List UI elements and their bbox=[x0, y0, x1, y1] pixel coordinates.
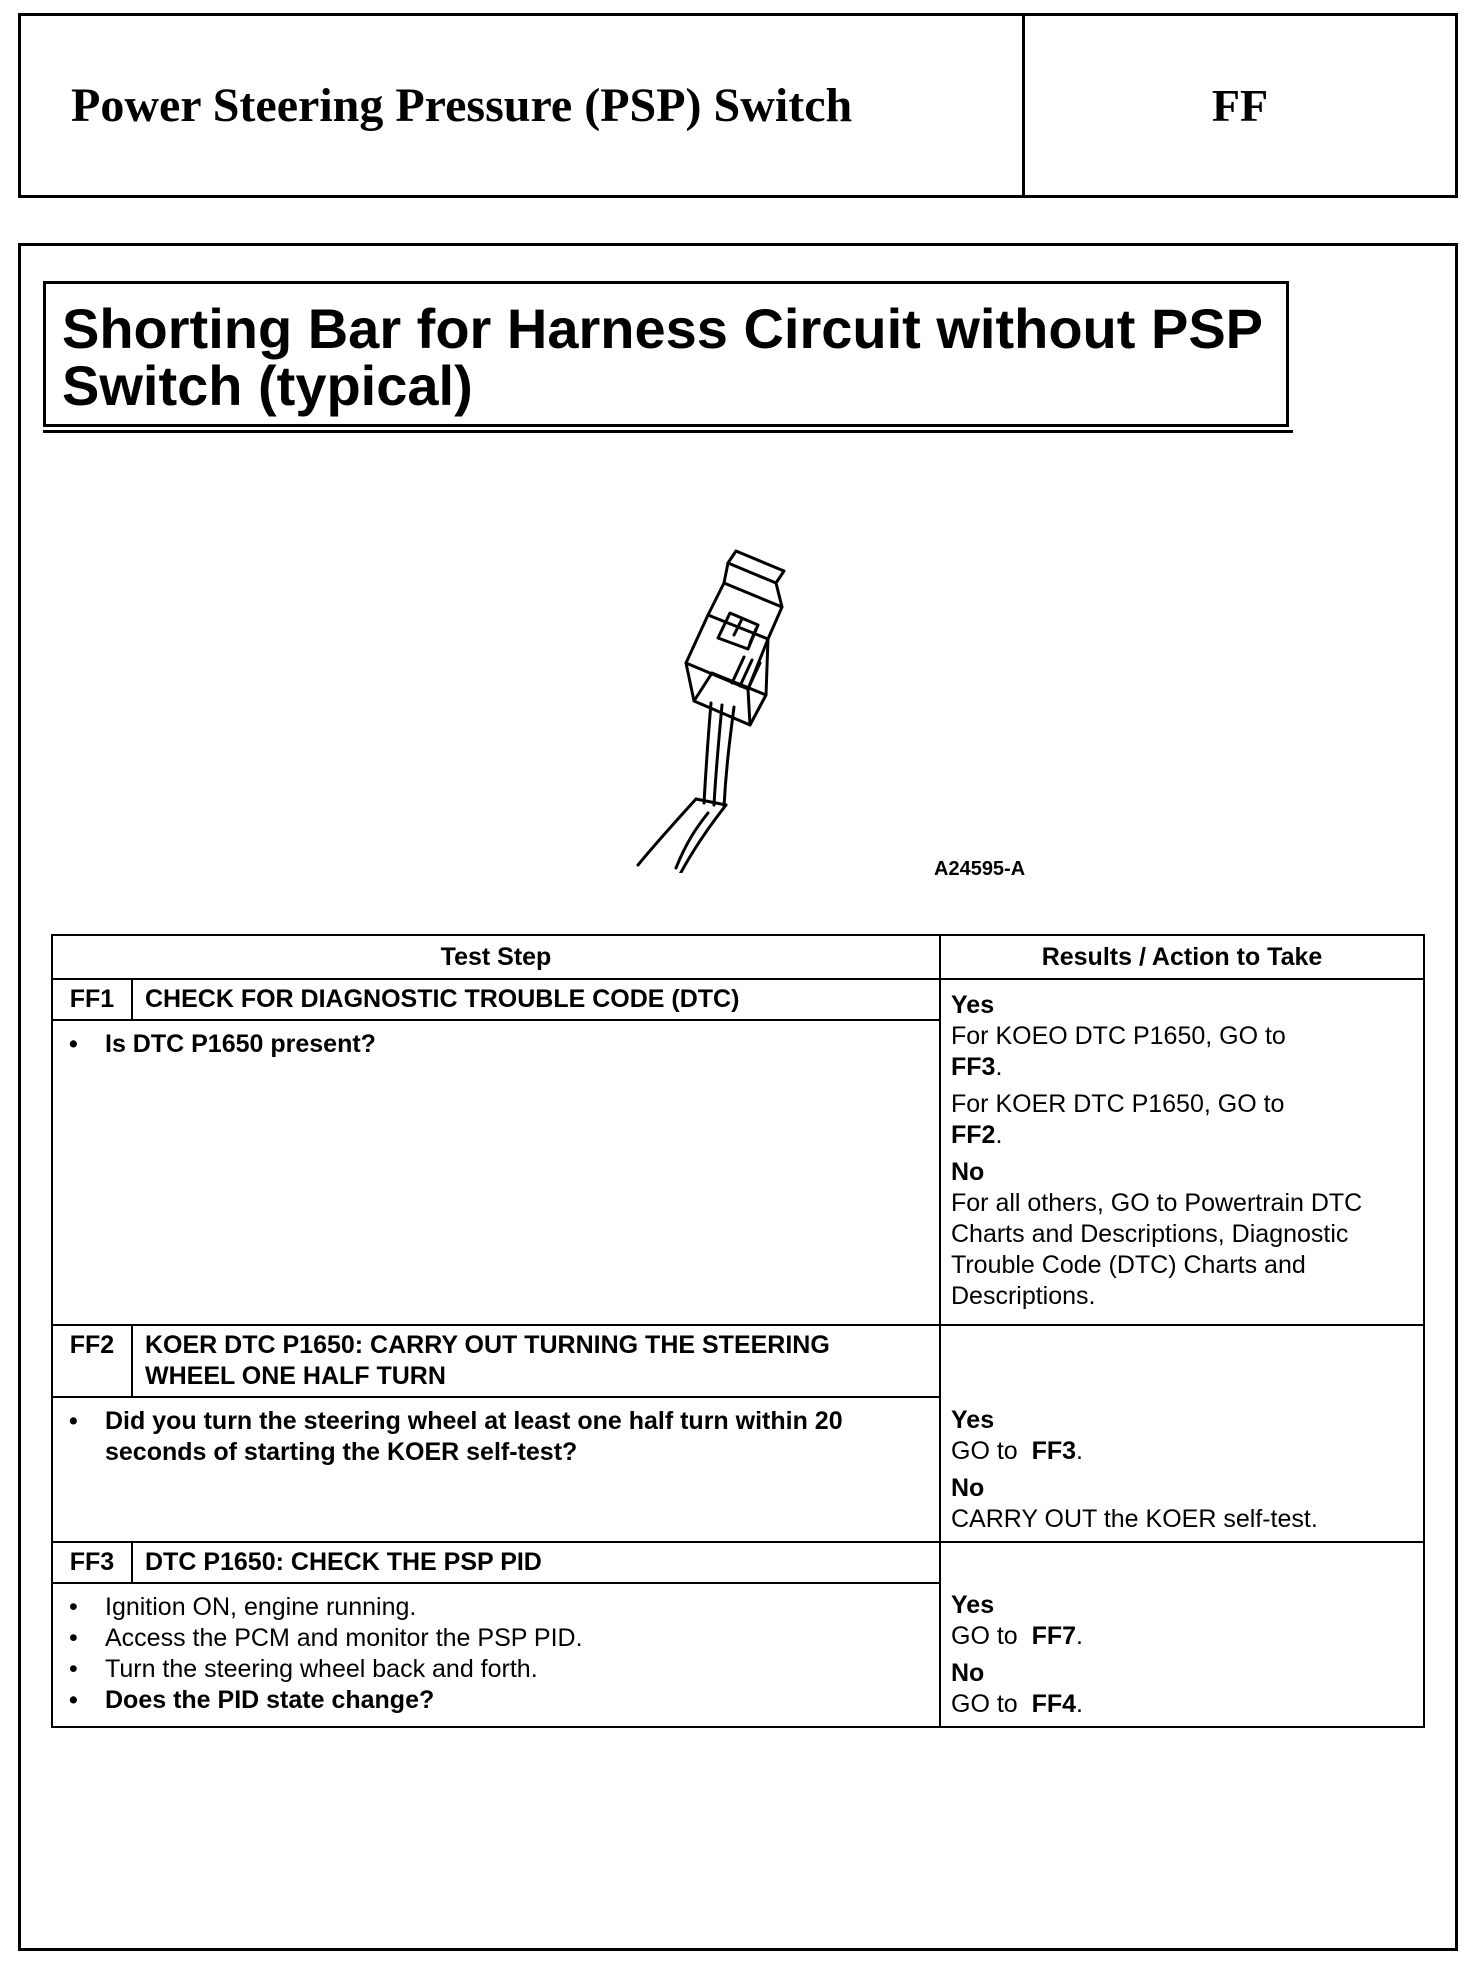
yes-action-text: For KOER DTC P1650, GO to bbox=[951, 1090, 1285, 1118]
yes-action: GO to FF7. bbox=[951, 1622, 1083, 1650]
step-result bbox=[940, 1325, 1424, 1542]
step-result bbox=[940, 1542, 1424, 1727]
step-body bbox=[52, 1397, 940, 1542]
no-label: No bbox=[951, 1659, 985, 1687]
step-bullet: • Ignition ON, engine running. bbox=[105, 1592, 927, 1623]
no-label: No bbox=[951, 1158, 985, 1186]
step-title: CHECK FOR DIAGNOSTIC TROUBLE CODE (DTC) bbox=[132, 979, 940, 1020]
step-ref-link: FF3 bbox=[1031, 1437, 1077, 1465]
shorting-bar-illustration bbox=[616, 523, 876, 873]
step-body bbox=[52, 1583, 940, 1727]
step-ref-link: FF3 bbox=[951, 1053, 996, 1081]
yes-action-text: GO to bbox=[951, 1622, 1018, 1650]
yes-label: Yes bbox=[951, 991, 995, 1019]
title-rule bbox=[43, 430, 1293, 433]
no-action: GO to FF4. bbox=[951, 1690, 1083, 1718]
no-action: CARRY OUT the KOER self-test. bbox=[951, 1505, 1318, 1533]
table-row bbox=[52, 979, 1424, 1020]
step-bullet: • Access the PCM and monitor the PSP PID. bbox=[105, 1623, 927, 1654]
no-label: No bbox=[951, 1474, 985, 1502]
step-id: FF2 bbox=[52, 1325, 132, 1397]
page-title: Power Steering Pressure (PSP) Switch bbox=[21, 16, 1025, 195]
step-ref-link: FF2 bbox=[951, 1121, 996, 1149]
step-result bbox=[940, 979, 1424, 1325]
step-body bbox=[52, 1020, 940, 1325]
yes-action: For KOEO DTC P1650, GO to FF3. bbox=[951, 1022, 1286, 1081]
step-title: DTC P1650: CHECK THE PSP PID bbox=[132, 1542, 940, 1583]
step-bullet: • Does the PID state change? bbox=[105, 1685, 927, 1716]
table-row bbox=[52, 1325, 1424, 1397]
step-id: FF3 bbox=[52, 1542, 132, 1583]
content-panel bbox=[18, 243, 1458, 1951]
step-id: FF1 bbox=[52, 979, 132, 1020]
yes-action: GO to FF3. bbox=[951, 1437, 1083, 1465]
step-bullet: • Turn the steering wheel back and forth. bbox=[105, 1654, 927, 1685]
no-action-text: GO to bbox=[951, 1690, 1018, 1718]
figure-id: A24595-A bbox=[934, 858, 1026, 880]
yes-action-text: GO to bbox=[951, 1437, 1018, 1465]
results-header: Results / Action to Take bbox=[940, 935, 1424, 979]
yes-label: Yes bbox=[951, 1591, 995, 1619]
step-ref-link: FF7 bbox=[1031, 1622, 1077, 1650]
step-ref-link: FF4 bbox=[1031, 1690, 1077, 1718]
step-bullet: • Did you turn the steering wheel at least one half turn within 20 seconds of starting the KOER self-test? bbox=[105, 1406, 927, 1468]
table-header-row bbox=[52, 935, 1424, 979]
yes-action-text: For KOEO DTC P1650, GO to bbox=[951, 1022, 1286, 1050]
yes-action: For KOER DTC P1650, GO to FF2. bbox=[951, 1090, 1285, 1149]
step-bullet: • Is DTC P1650 present? bbox=[105, 1029, 927, 1060]
test-step-table bbox=[51, 934, 1425, 1728]
step-title: KOER DTC P1650: CARRY OUT TURNING THE STEERING WHEEL ONE HALF TURN bbox=[132, 1325, 940, 1397]
page-header bbox=[18, 13, 1458, 198]
section-code: FF bbox=[1211, 80, 1269, 131]
yes-label: Yes bbox=[951, 1406, 995, 1434]
test-step-header: Test Step bbox=[52, 935, 940, 979]
section-title: Shorting Bar for Harness Circuit without PSP Switch (typical) bbox=[43, 281, 1289, 427]
no-action: For all others, GO to Powertrain DTC Charts and Descriptions, Diagnostic Trouble Code (DTC) Charts and Descriptions. bbox=[951, 1189, 1363, 1310]
table-row bbox=[52, 1542, 1424, 1583]
